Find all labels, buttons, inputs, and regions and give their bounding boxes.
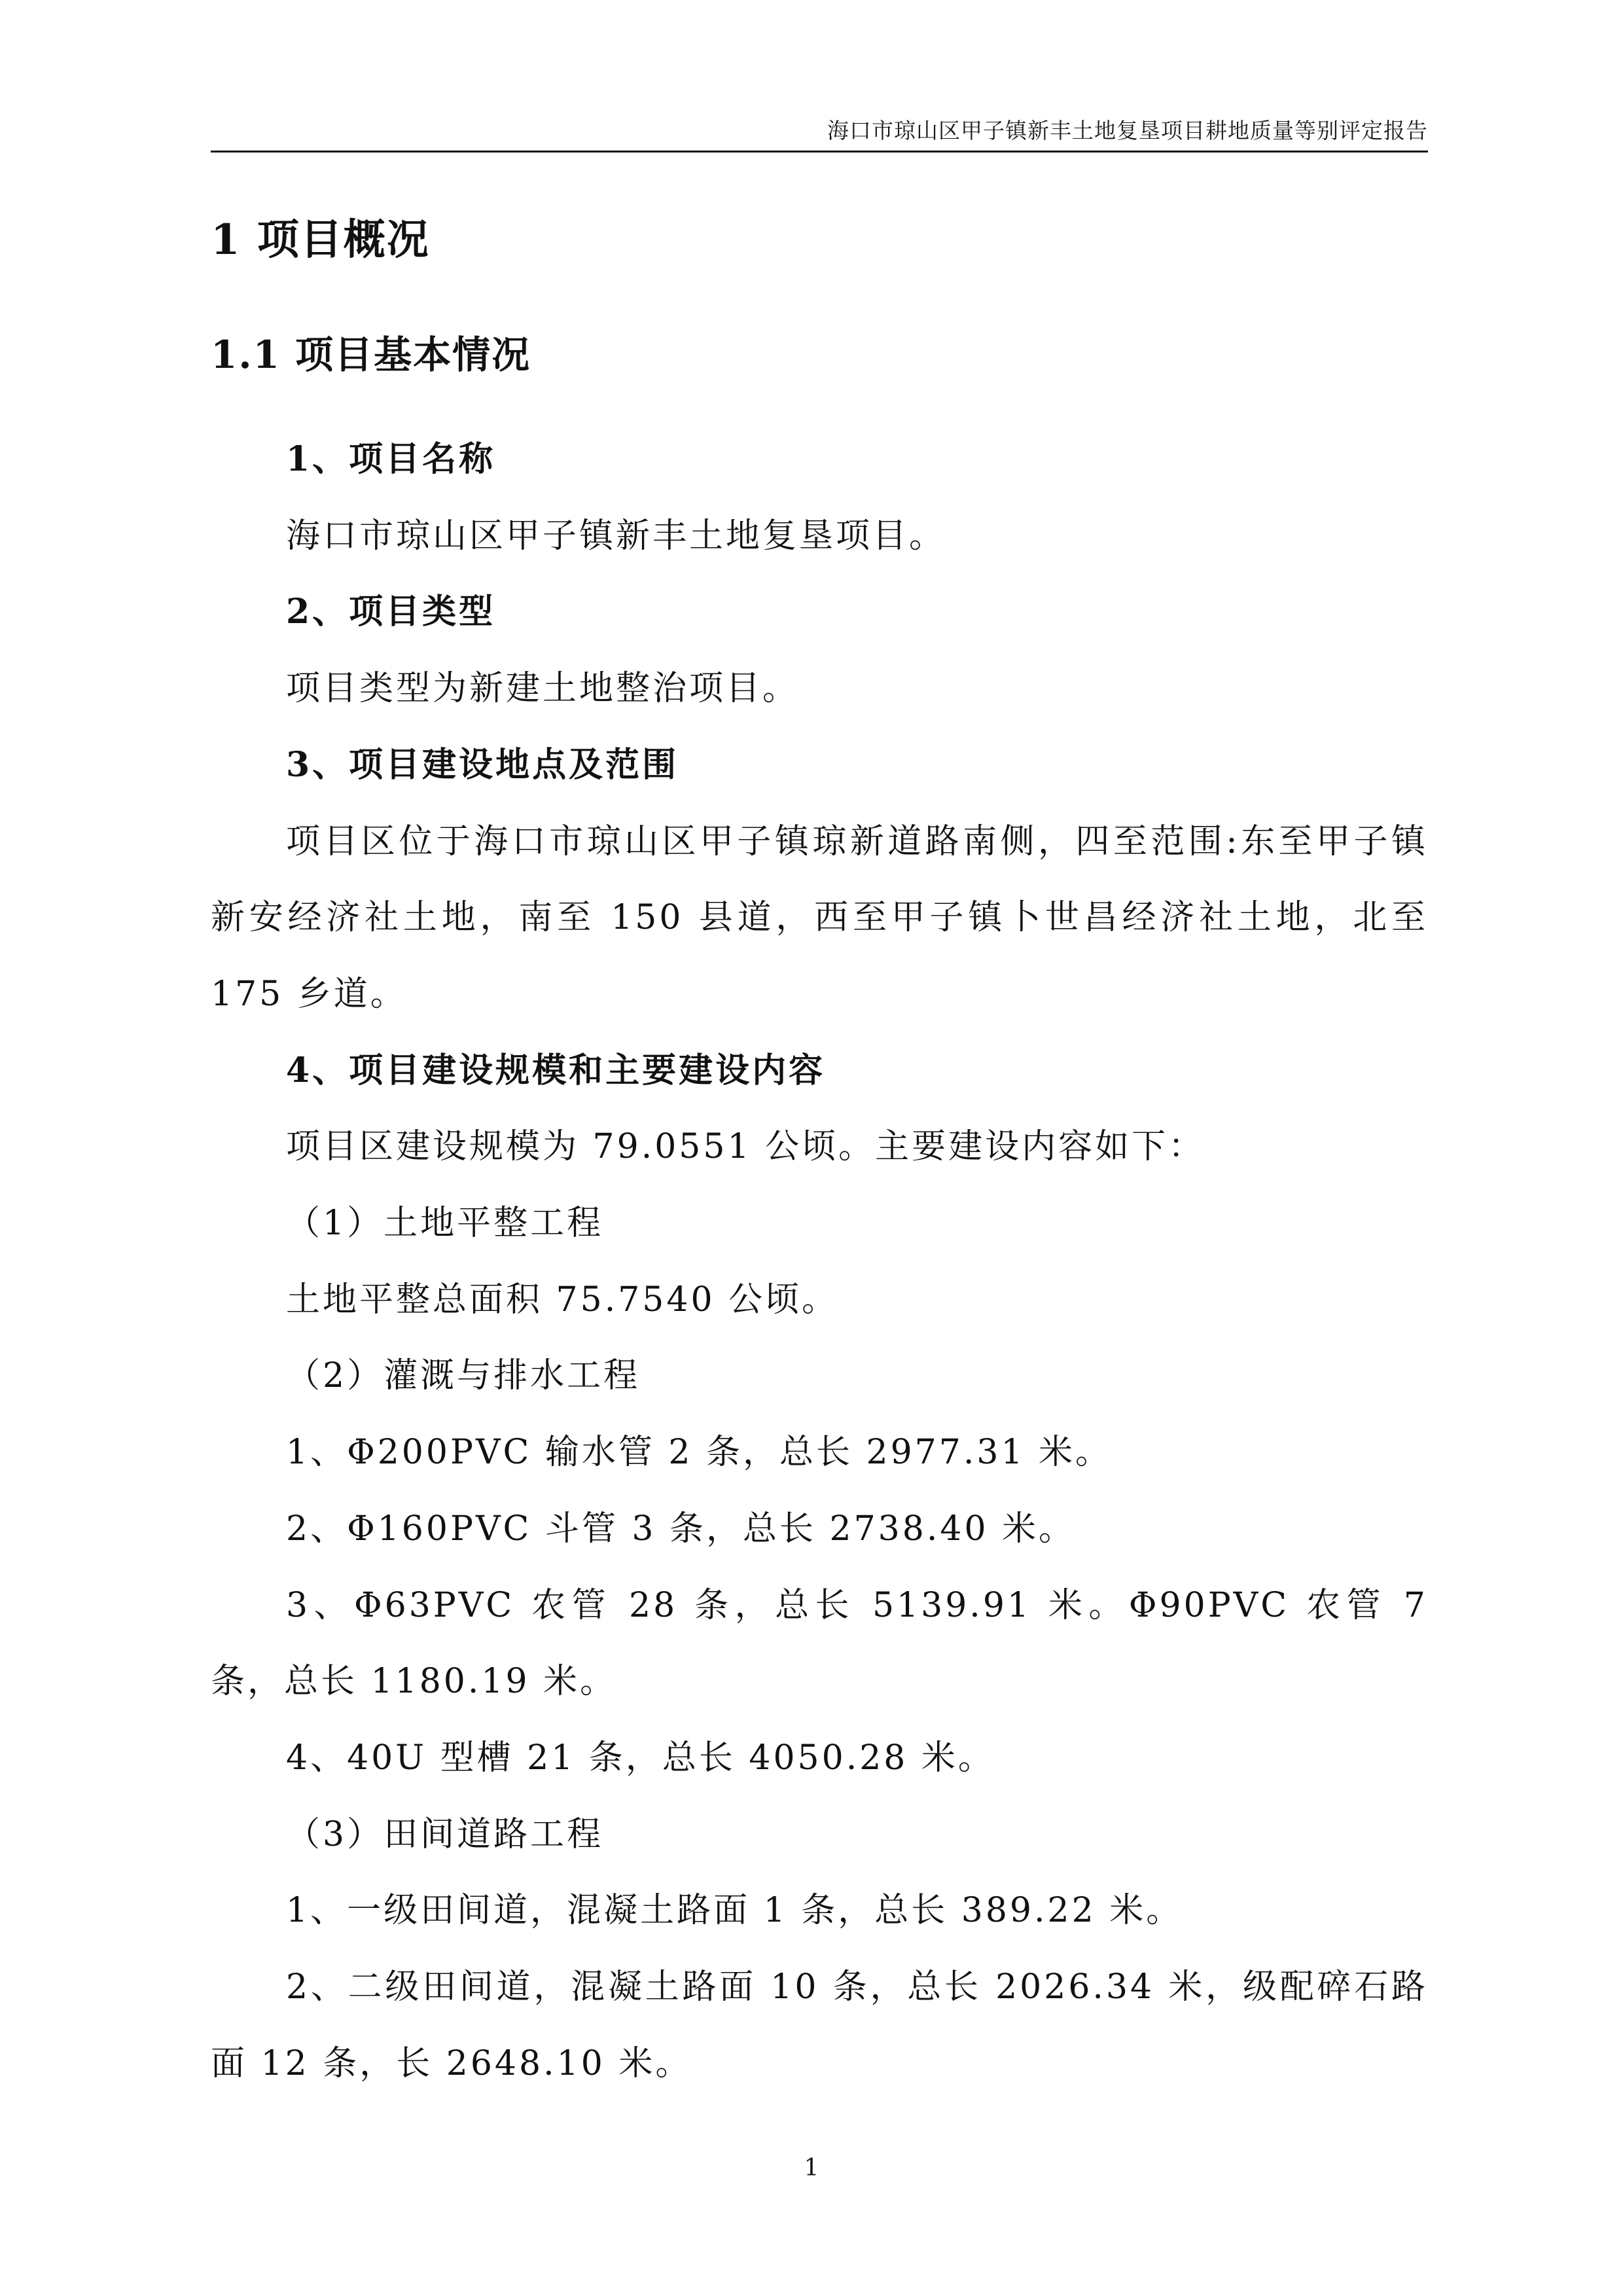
list-item-pipe-63-90: 3、Φ63PVC 农管 28 条，总长 5139.91 米。Φ90PVC 农管 7 条，总长 1180.19 米。 — [211, 1585, 1442, 1702]
paragraph-scale: 项目区建设规模为 79.0551 公顷。主要建设内容如下： — [286, 1127, 1205, 1167]
paragraph-location: 项目区位于海口市琼山区甲子镇琼新道路南侧，四至范围:东至甲子镇新安经济社土地，南至 150 县道，西至甲子镇卜世昌经济社土地，北至 175 乡道。 — [211, 821, 1442, 1014]
list-item-road-level-2: 2、二级田间道，混凝土路面 10 条，总长 2026.34 米，级配碎石路面 12 条，长 2648.10 米。 — [211, 1967, 1428, 2083]
list-item-road-level-1: 1、一级田间道，混凝土路面 1 条，总长 389.22 米。 — [286, 1891, 1183, 1931]
list-item-u-channel: 4、40U 型槽 21 条，总长 4050.28 米。 — [286, 1738, 995, 1778]
item-irrigation-drainage: （2）灌溉与排水工程 — [286, 1356, 641, 1396]
list-item-pipe-200: 1、Φ200PVC 输水管 2 条，总长 2977.31 米。 — [286, 1433, 1113, 1473]
subheading-project-name: 1、项目名称 — [286, 439, 496, 479]
paragraph-project-name: 海口市琼山区甲子镇新丰土地复垦项目。 — [286, 516, 946, 556]
paragraph-land-leveling-area: 土地平整总面积 75.7540 公顷。 — [286, 1280, 839, 1319]
section-title: 1.1 项目基本情况 — [211, 332, 531, 377]
paragraph-project-type: 项目类型为新建土地整治项目。 — [286, 669, 800, 709]
item-land-leveling: （1）土地平整工程 — [286, 1204, 604, 1244]
subheading-project-type: 2、项目类型 — [286, 592, 496, 632]
body-text — [211, 422, 1442, 2102]
page-number: 1 — [804, 2155, 819, 2181]
header-divider — [211, 151, 1428, 152]
subheading-location: 3、项目建设地点及范围 — [286, 744, 679, 785]
list-item-pipe-160: 2、Φ160PVC 斗管 3 条，总长 2738.40 米。 — [286, 1509, 1076, 1549]
item-field-roads: （3）田间道路工程 — [286, 1814, 604, 1854]
running-header: 海口市琼山区甲子镇新丰土地复垦项目耕地质量等别评定报告 — [827, 118, 1428, 143]
chapter-title: 1 项目概况 — [211, 215, 430, 264]
subheading-scale-content: 4、项目建设规模和主要建设内容 — [286, 1050, 826, 1090]
